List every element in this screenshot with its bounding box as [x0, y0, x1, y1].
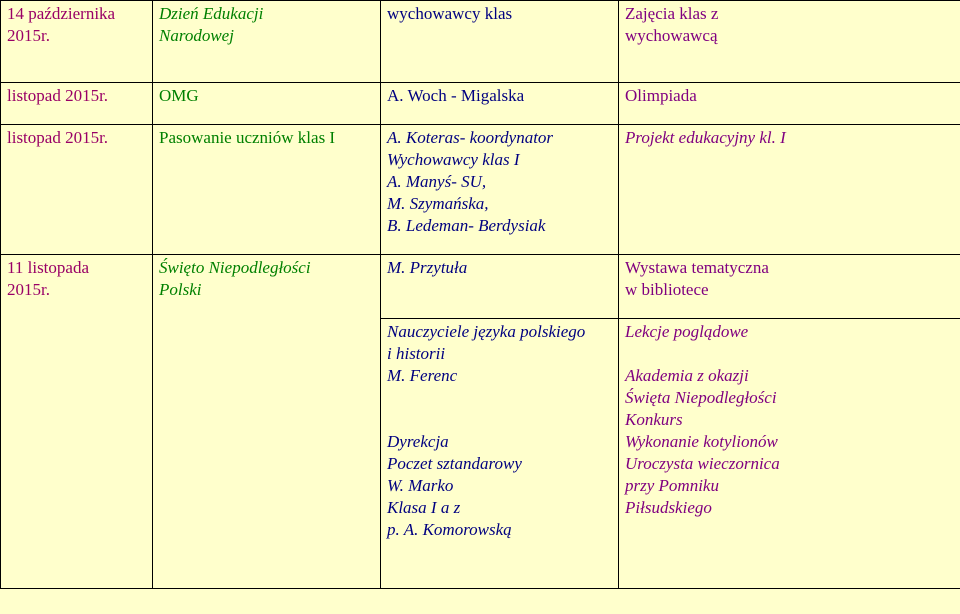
form-line: Wystawa tematyczna: [625, 258, 769, 277]
form-cell: [619, 83, 960, 125]
date-line: 14 października: [7, 4, 116, 23]
responsible-line: Klasa I a z: [387, 498, 461, 517]
form-line: w bibliotece: [625, 280, 709, 299]
form-line: Zajęcia klas z: [625, 4, 719, 23]
form-line: [625, 343, 954, 365]
form-line: Konkurs: [625, 410, 683, 429]
responsible-line: M. Przytuła: [387, 258, 468, 277]
event-line: Święto Niepodległości: [159, 258, 311, 277]
responsible-line: A. Koteras- koordynator: [387, 128, 554, 147]
table-row: [1, 255, 960, 319]
form-line: wychowawcą: [625, 26, 718, 45]
event-cell: [153, 83, 381, 125]
date-cell: [1, 125, 153, 255]
date-line: listopad 2015r.: [7, 128, 109, 147]
event-cell: [153, 125, 381, 255]
table-row: [1, 83, 960, 125]
form-line: Akademia z okazji: [625, 366, 749, 385]
form-line: Wykonanie kotylionów: [625, 432, 778, 451]
date-line: 11 listopada: [7, 258, 89, 277]
responsible-line: B. Ledeman- Berdysiak: [387, 216, 546, 235]
responsible-cell: [381, 1, 619, 83]
event-line: Dzień Edukacji: [159, 4, 264, 23]
date-line: 2015r.: [7, 26, 50, 45]
responsible-cell: [381, 255, 619, 319]
form-line: Święta Niepodległości: [625, 388, 777, 407]
responsible-line: Poczet sztandarowy: [387, 454, 522, 473]
responsible-line: p. A. Komorowską: [387, 520, 512, 539]
responsible-line: i historii: [387, 344, 446, 363]
form-line: Lekcje poglądowe: [625, 322, 749, 341]
responsible-line: Dyrekcja: [387, 432, 449, 451]
form-cell: [619, 319, 960, 589]
responsible-line: [387, 387, 612, 409]
form-line: przy Pomniku: [625, 476, 719, 495]
form-cell: [619, 125, 960, 255]
responsible-line: W. Marko: [387, 476, 454, 495]
responsible-line: [387, 409, 612, 431]
form-line: Piłsudskiego: [625, 498, 712, 517]
responsible-line: Wychowawcy klas I: [387, 150, 520, 169]
event-line: Polski: [159, 280, 202, 299]
responsible-line: M. Ferenc: [387, 366, 458, 385]
form-line: Uroczysta wieczornica: [625, 454, 780, 473]
responsible-cell: [381, 319, 619, 589]
form-line: Olimpiada: [625, 86, 697, 105]
responsible-line: M. Szymańska,: [387, 194, 489, 213]
date-cell: [1, 255, 153, 589]
date-line: 2015r.: [7, 280, 50, 299]
date-line: listopad 2015r.: [7, 86, 109, 105]
event-cell: [153, 255, 381, 589]
date-cell: [1, 1, 153, 83]
table-row: [1, 125, 960, 255]
form-cell: [619, 255, 960, 319]
responsible-line: wychowawcy klas: [387, 4, 513, 23]
date-cell: [1, 83, 153, 125]
responsible-line: A. Manyś- SU,: [387, 172, 487, 191]
form-line: Projekt edukacyjny kl. I: [625, 128, 786, 147]
responsible-cell: [381, 125, 619, 255]
event-cell: [153, 1, 381, 83]
responsible-cell: [381, 83, 619, 125]
form-cell: [619, 1, 960, 83]
responsible-line: Nauczyciele języka polskiego: [387, 322, 586, 341]
event-line: Narodowej: [159, 26, 234, 45]
event-line: Pasowanie uczniów klas I: [159, 128, 336, 147]
event-line: OMG: [159, 86, 199, 105]
responsible-line: A. Woch - Migalska: [387, 86, 525, 105]
table-row: [1, 1, 960, 83]
